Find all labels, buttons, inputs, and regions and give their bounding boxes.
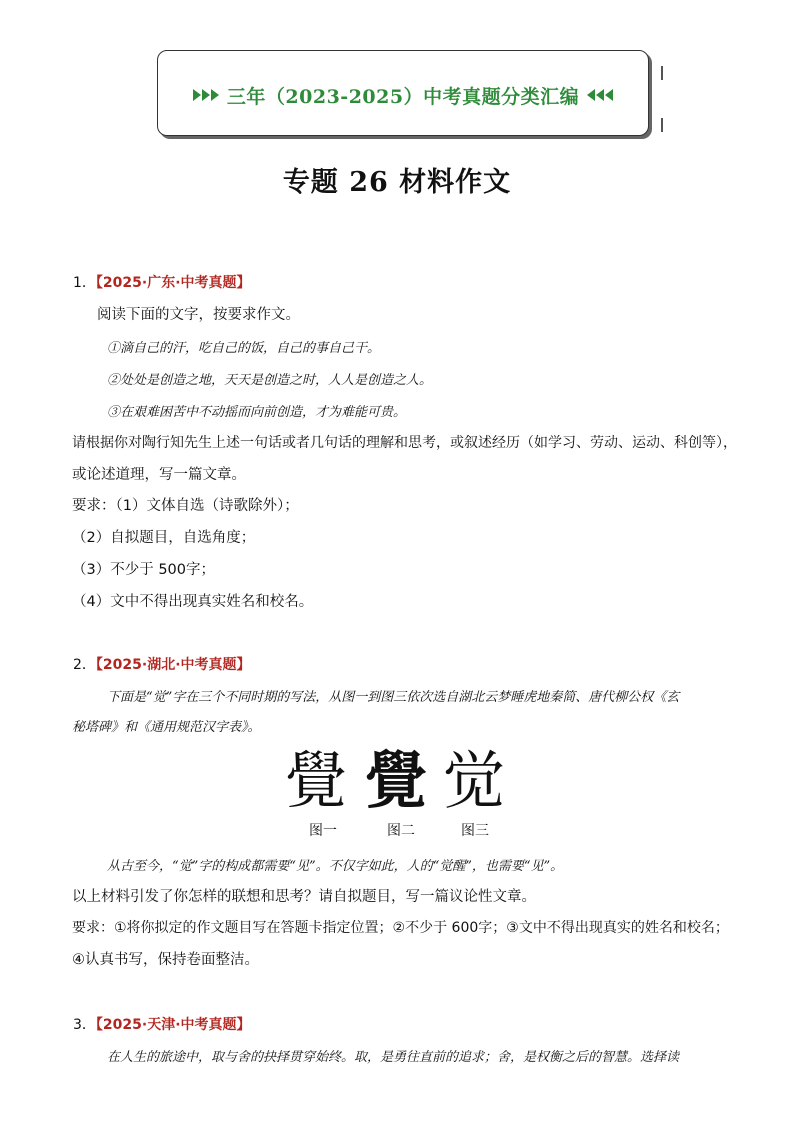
- divider: [661, 66, 663, 80]
- question-number: 1．: [73, 275, 96, 291]
- material-text: 在人生的旅途中，取与舍的抉择贯穿始终。取，是勇往直前的追求；舍，是权衡之后的智慧。选择读: [107, 1050, 680, 1065]
- question-3-heading: [73, 1014, 251, 1034]
- question-intro: 阅读下面的文字，按要求作文。: [97, 307, 300, 323]
- requirement-text: ④认真书写，保持卷面整洁。: [72, 952, 259, 968]
- header-banner: [157, 50, 649, 136]
- prompt-text: 请根据你对陶行知先生上述一句话或者几句话的理解和思考，或叙述经历（如学习、劳动、运动、科创等），: [72, 435, 737, 451]
- quote-line: ①滴自己的汗，吃自己的饭，自己的事自己干。: [107, 341, 381, 356]
- prompt-text: 以上材料引发了你怎样的联想和思考？请自拟题目，写一篇议论性文章。: [72, 889, 536, 905]
- banner-title: 三年（2023-2025）中考真题分类汇编: [226, 85, 580, 108]
- question-2-heading: [73, 654, 251, 674]
- quote-line: ③在艰难困苦中不动摇而向前创造，才为难能可贵。: [107, 405, 407, 420]
- requirement-text: （2）自拟题目，自选角度；: [72, 530, 256, 546]
- triple-arrow-left-icon: [587, 89, 613, 101]
- triple-arrow-right-icon: [193, 89, 219, 101]
- question-number: 3．: [73, 1017, 96, 1033]
- figure-caption: 图三: [461, 823, 489, 839]
- question-number: 2．: [73, 657, 96, 673]
- calligraphy-glyph-2: 覺: [365, 744, 428, 817]
- calligraphy-glyph-1: 覺: [285, 744, 348, 817]
- figure-caption: 图一: [309, 823, 337, 839]
- material-text: 下面是“觉”字在三个不同时期的写法，从图一到图三依次选自湖北云梦睡虎地秦简、唐代柳公权《玄: [107, 690, 680, 705]
- question-source-tag: 【2025·湖北·中考真题】: [95, 657, 251, 673]
- prompt-text: 或论述道理，写一篇文章。: [72, 467, 246, 483]
- divider: [661, 118, 663, 132]
- question-source-tag: 【2025·天津·中考真题】: [95, 1017, 251, 1033]
- question-source-tag: 【2025·广东·中考真题】: [95, 275, 251, 291]
- page-title: 专题 26 材料作文: [282, 167, 512, 198]
- material-text: 秘塔碑》和《通用规范汉字表》。: [72, 720, 261, 735]
- requirement-text: 要求：（1）文体自选（诗歌除外）；: [72, 498, 299, 514]
- requirement-text: （4）文中不得出现真实姓名和校名。: [72, 594, 314, 610]
- requirement-text: 要求：①将你拟定的作文题目写在答题卡指定位置；②不少于 600字；③文中不得出现真实的姓名和校名；: [72, 920, 729, 936]
- requirement-text: （3）不少于 500字；: [72, 562, 216, 578]
- quote-line: ②处处是创造之地，天天是创造之时，人人是创造之人。: [107, 373, 433, 388]
- banner-content: [158, 78, 648, 112]
- material-text: 从古至今，“觉”字的构成都需要“见”。不仅字如此，人的“觉醒”，也需要“见”。: [107, 859, 564, 874]
- calligraphy-glyph-3: 觉: [443, 744, 506, 817]
- question-1-heading: [73, 272, 251, 292]
- figure-caption: 图二: [387, 823, 415, 839]
